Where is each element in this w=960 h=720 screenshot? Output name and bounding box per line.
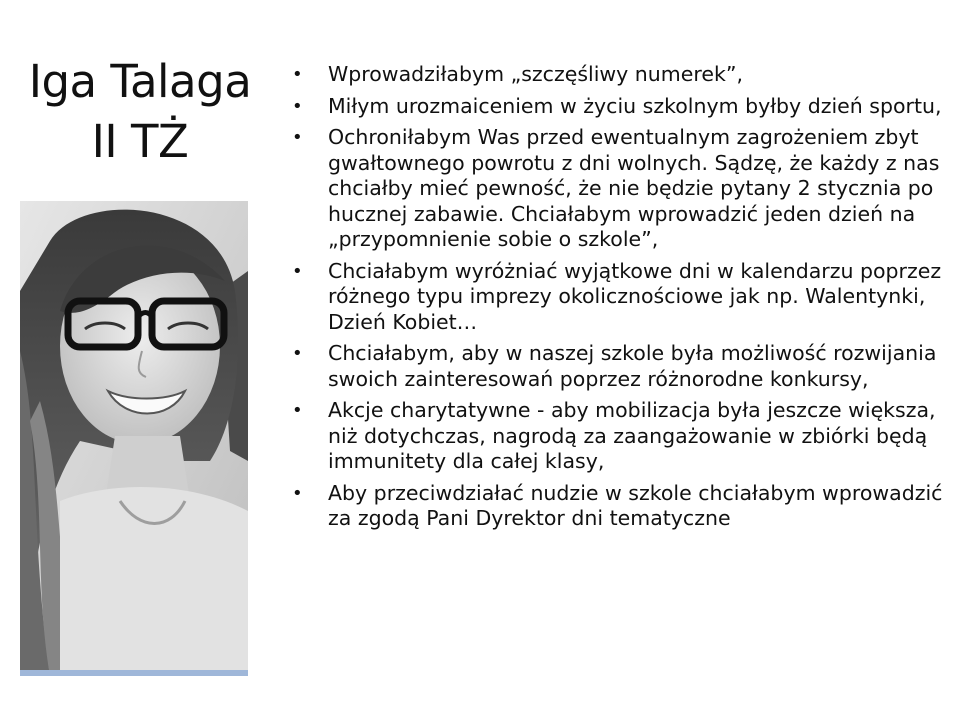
list-item	[288, 481, 952, 532]
bullet-list	[288, 62, 952, 538]
list-item	[288, 341, 952, 392]
bullet-text: Miłym urozmaiceniem w życiu szkolnym byłby dzień sportu,	[328, 93, 942, 118]
bullet-icon: •	[292, 400, 303, 421]
list-item	[288, 62, 952, 88]
portrait-image	[20, 201, 248, 676]
bullet-text: Chciałabym wyróżniać wyjątkowe dni w kalendarzu poprzez różnego typu imprezy okolicznościowe jak np. Walentynki, Dzień Kobiet…	[328, 258, 942, 334]
portrait-photo	[20, 201, 248, 676]
list-item	[288, 125, 952, 253]
list-item	[288, 398, 952, 475]
bullet-icon: •	[292, 95, 303, 117]
bullet-text: Ochroniłabym Was przed ewentualnym zagrożeniem zbyt gwałtownego powrotu z dni wolnych. Sądzę, że każdy z nas chciałby mieć pewność, że nie będzie pytany 2 stycznia po hucznej zabawie. Chciałabym wprowadzić jeden dzień na „przypomnienie sobie o szkole”,	[328, 125, 940, 251]
bullet-text: Akcje charytatywne - aby mobilizacja była jeszcze większa, niż dotychczas, nagrodą za zaangażowanie w zbiórki będą immunitety dla całej klasy,	[328, 398, 936, 473]
bullet-text: Wprowadziłabym „szczęśliwy numerek”,	[328, 62, 743, 86]
title-name: Iga Talaga	[28, 55, 252, 108]
bullet-icon: •	[292, 343, 303, 364]
title-class: II TŻ	[91, 115, 189, 168]
bullet-text: Aby przeciwdziałać nudzie w szkole chciałabym wprowadzić za zgodą Pani Dyrektor dni tematyczne	[328, 480, 943, 530]
bullet-icon: •	[292, 260, 303, 282]
bullet-text: Chciałabym, aby w naszej szkole była możliwość rozwijania swoich zainteresowań poprzez różnorodne konkursy,	[328, 341, 937, 391]
bullet-icon: •	[292, 127, 303, 148]
bullet-icon: •	[292, 482, 303, 504]
list-item	[288, 94, 952, 120]
slide-title	[20, 52, 260, 172]
bullet-icon: •	[292, 64, 303, 85]
list-item	[288, 259, 952, 336]
